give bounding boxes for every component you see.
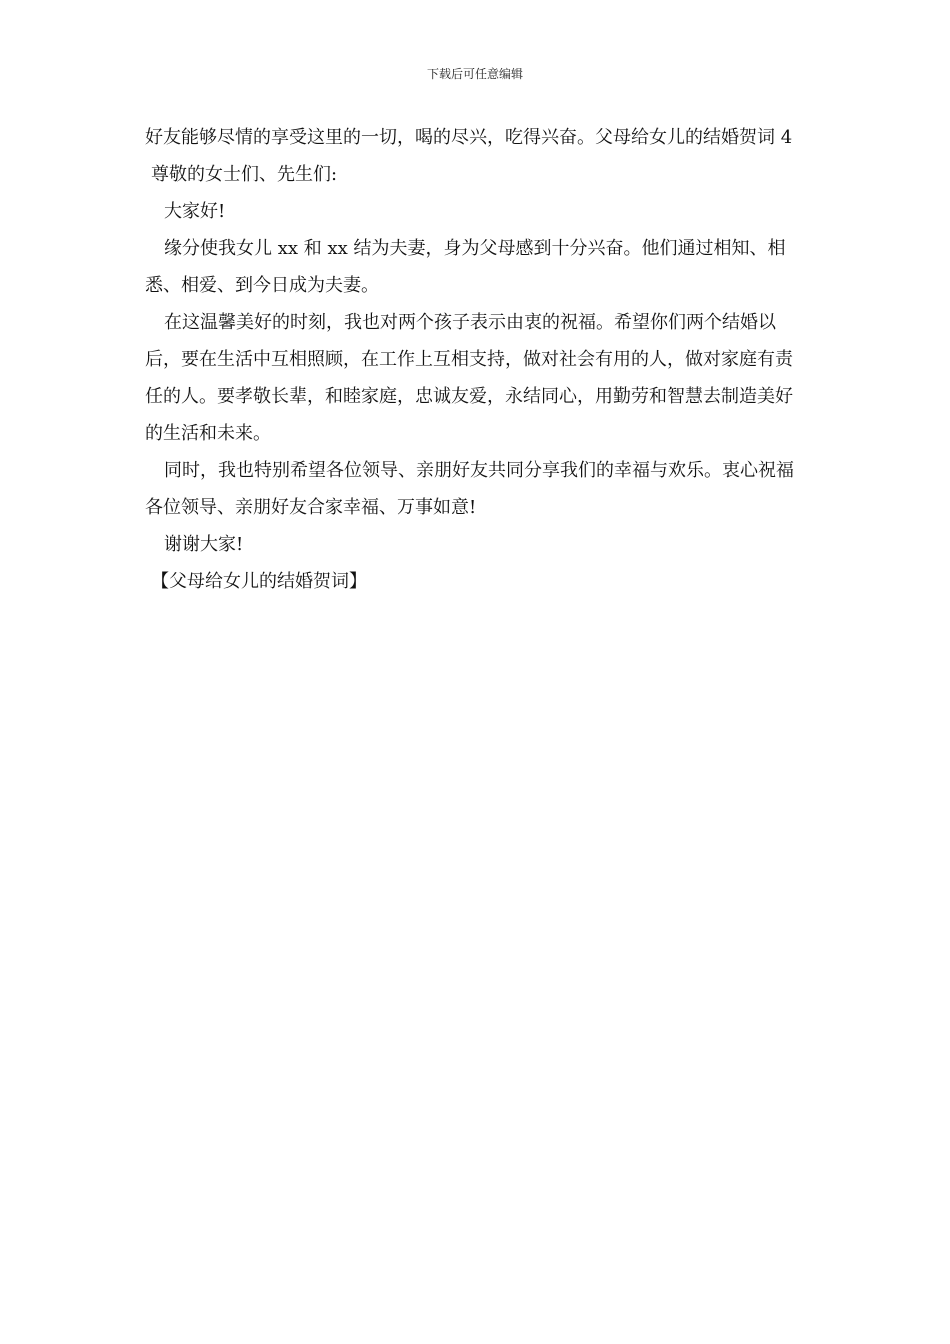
- paragraph-continuation: 好友能够尽情的享受这里的一切，喝的尽兴，吃得兴奋。父母给女儿的结婚贺词 4: [145, 127, 793, 148]
- paragraph-title-tag: 【父母给女儿的结婚贺词】: [151, 571, 367, 592]
- page-header: 下载后可任意编辑: [426, 67, 523, 81]
- paragraph-introduction: 缘分使我女儿 xx 和 xx 结为夫妻，身为父母感到十分兴奋。他们通过相知、相悉、相爱、到今日成为夫妻。: [145, 238, 786, 296]
- paragraph-salutation: 尊敬的女士们、先生们:: [151, 164, 338, 185]
- paragraph-blessing: 在这温馨美好的时刻，我也对两个孩子表示由衷的祝福。希望你们两个结婚以后，要在生活中互相照顾，在工作上互相支持，做对社会有用的人，做对家庭有责任的人。要孝敬长辈，和睦家庭，忠诚友爱，永结同心，用勤劳和智慧去制造美好的生活和未来。: [145, 312, 793, 444]
- paragraph-thanks: 谢谢大家!: [164, 534, 244, 555]
- document-body: [145, 119, 809, 600]
- paragraph-wishes: 同时，我也特别希望各位领导、亲朋好友共同分享我们的幸福与欢乐。衷心祝福各位领导、亲朋好友合家幸福、万事如意!: [145, 460, 794, 518]
- paragraph-greeting: 大家好!: [164, 201, 226, 222]
